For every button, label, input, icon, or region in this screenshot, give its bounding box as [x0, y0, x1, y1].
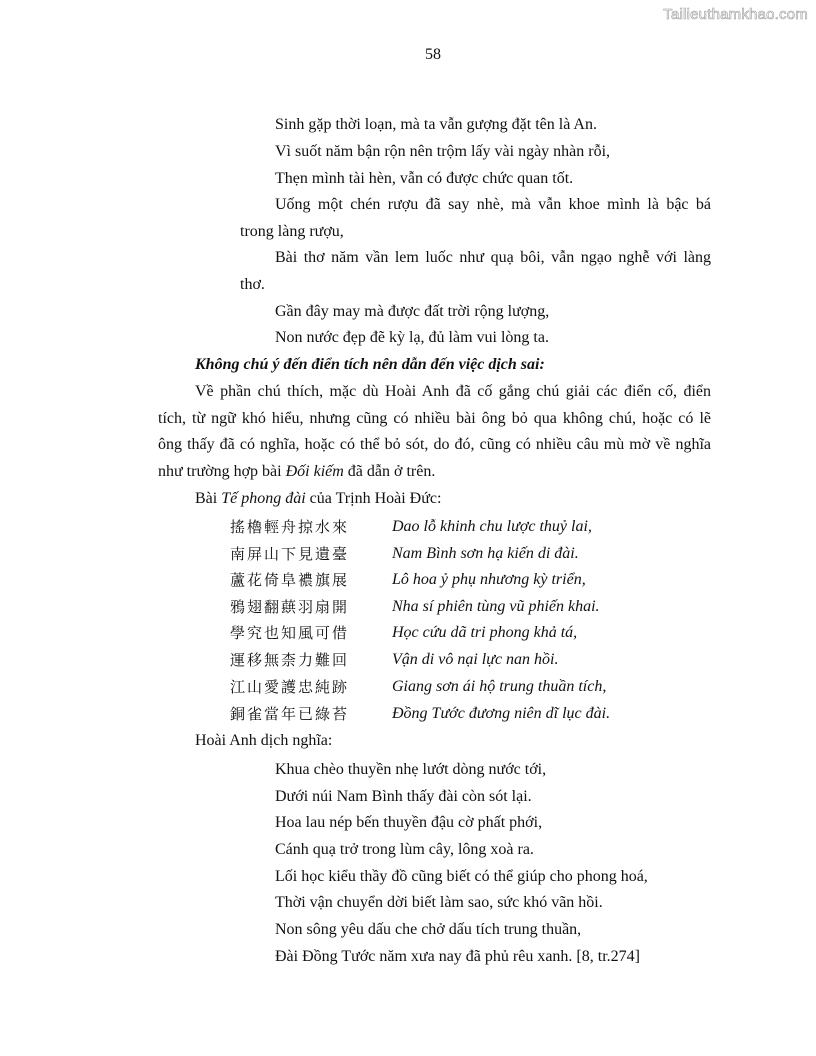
viet-line: Lô hoa ỷ phụ nhương kỳ triển, — [392, 571, 586, 588]
han-line: 南屏山下見遺臺 — [230, 545, 350, 563]
han-line: 蘆花倚阜襛旗展 — [230, 571, 350, 589]
text: đã dẫn ở trên. — [343, 463, 436, 480]
translation-label: Hoài Anh dịch nghĩa: — [195, 732, 333, 749]
paragraph-line — [158, 462, 435, 482]
poem-line: Uống một chén rượu đã say nhè, mà vẫn khoe mình là bậc bá — [275, 196, 711, 213]
translation-line: Non sông yêu dấu che chở dấu tích trung thuần, — [275, 921, 582, 938]
viet-line: Nha sí phiên tùng vũ phiến khai. — [392, 598, 600, 615]
han-line: 學究也知風可借 — [230, 624, 350, 642]
viet-line: Dao lỗ khinh chu lược thuỷ lai, — [392, 518, 592, 535]
translation-line: Hoa lau nép bến thuyền đậu cờ phất phới, — [275, 814, 543, 831]
poem-intro — [195, 489, 441, 509]
han-line: 運移無柰力難回 — [230, 651, 350, 669]
han-line: 鴉翅翻蕻羽扇開 — [230, 598, 350, 616]
paragraph-line: Về phần chú thích, mặc dù Hoài Anh đã cố gắng chú giải các điển cố, điển — [195, 383, 711, 400]
text: của Trịnh Hoài Đức: — [305, 490, 442, 507]
translation-line: Khua chèo thuyền nhẹ lướt dòng nước tới, — [275, 761, 547, 778]
page-number: 58 — [425, 46, 441, 63]
paragraph-line: tích, từ ngữ khó hiểu, nhưng cũng có nhiều bài ông bỏ qua không chú, hoặc có lẽ — [158, 410, 711, 427]
han-line: 搖櫓輕舟掠水來 — [230, 518, 350, 536]
poem-line: Non nước đẹp đẽ kỳ lạ, đủ làm vui lòng ta. — [275, 329, 549, 346]
poem-title: Tế phong đài — [221, 490, 306, 507]
translation-line: Cánh quạ trở trong lùm cây, lông xoà ra. — [275, 841, 534, 858]
poem-line: trong làng rượu, — [240, 223, 344, 240]
poem-line: Bài thơ năm vần lem luốc như quạ bôi, vẫn ngạo nghễ với làng — [275, 249, 711, 266]
viet-line: Vận di vô nại lực nan hồi. — [392, 651, 559, 668]
viet-line: Đồng Tước đương niên dĩ lục đài. — [392, 705, 611, 722]
poem-line: Thẹn mình tài hèn, vẫn có được chức quan tốt. — [275, 170, 574, 187]
viet-line: Học cứu dã tri phong khả tá, — [392, 624, 578, 641]
translation-line: Đài Đồng Tước năm xưa nay đã phủ rêu xanh. [8, tr.274] — [275, 948, 640, 965]
poem-line: Gần đây may mà được đất trời rộng lượng, — [275, 303, 550, 320]
poem-line: Sinh gặp thời loạn, mà ta vẫn gượng đặt tên là An. — [275, 116, 597, 133]
translation-line: Thời vận chuyển dời biết làm sao, sức khó vãn hồi. — [275, 894, 603, 911]
poem-line: Vì suốt năm bận rộn nên trộm lấy vài ngày nhàn rỗi, — [275, 143, 611, 160]
translation-line: Dưới núi Nam Bình thấy đài còn sót lại. — [275, 788, 532, 805]
paragraph-line: ông thấy đã có nghĩa, hoặc có thể bỏ sót, do đó, cũng có nhiều câu mù mờ về nghĩa — [158, 436, 711, 453]
text: Bài — [195, 490, 222, 507]
han-line: 江山愛護忠純跡 — [230, 678, 350, 696]
poem-line: thơ. — [240, 276, 265, 293]
poem-title: Đối kiếm — [285, 463, 344, 480]
viet-line: Giang sơn ái hộ trung thuần tích, — [392, 678, 607, 695]
text: như trường hợp bài — [158, 463, 286, 480]
han-line: 銅雀當年已綠苔 — [230, 705, 350, 723]
translation-line: Lối học kiểu thầy đồ cũng biết có thể giúp cho phong hoá, — [275, 868, 648, 885]
section-heading: Không chú ý đến điển tích nên dẫn đến việc dịch sai: — [195, 356, 545, 373]
watermark: Tailieuthamkhao.com — [663, 6, 808, 23]
viet-line: Nam Bình sơn hạ kiến di đài. — [392, 545, 579, 562]
